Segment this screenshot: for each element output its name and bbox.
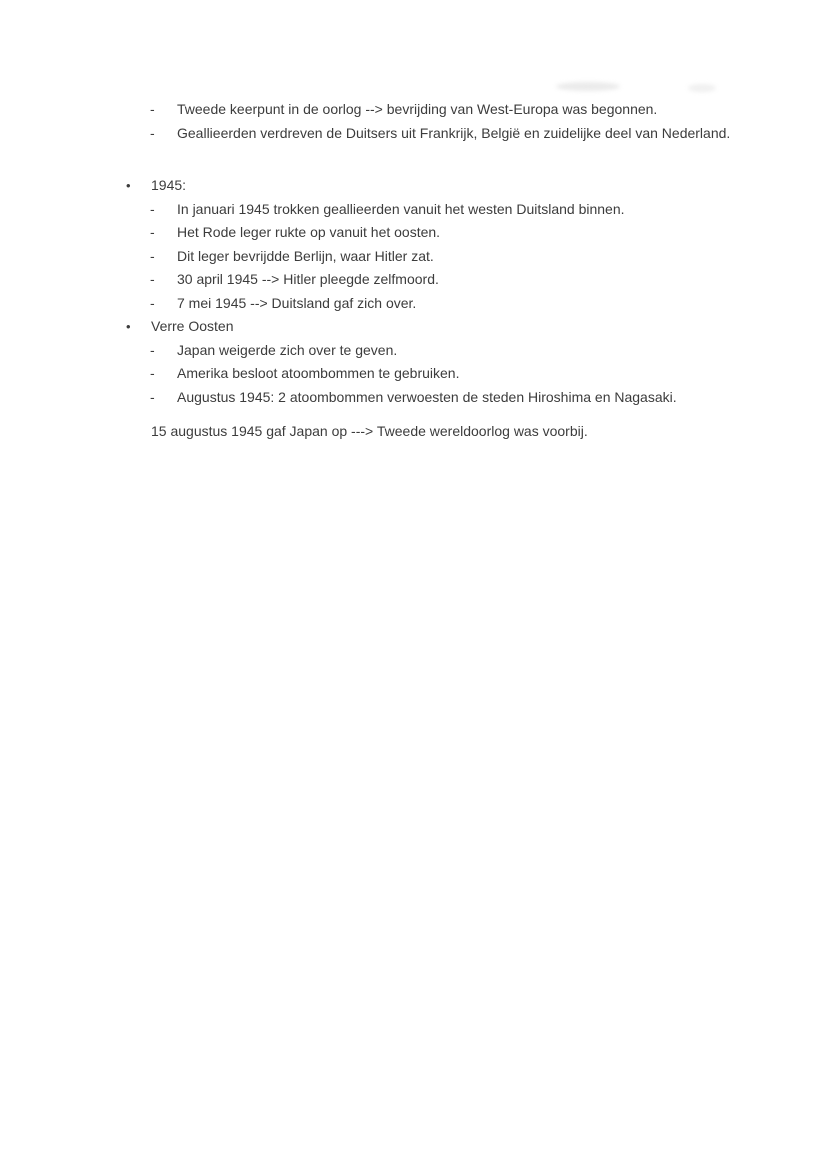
list-item-text: 30 april 1945 --> Hitler pleegde zelfmoord. <box>177 271 439 287</box>
section-dash-list <box>0 198 828 316</box>
list-item-text: 7 mei 1945 --> Duitsland gaf zich over. <box>177 294 417 311</box>
list-item <box>0 362 828 386</box>
list-item <box>0 245 828 269</box>
bullet-marker: • <box>126 177 131 193</box>
scan-artifact <box>688 84 716 92</box>
dash-marker: - <box>150 365 155 381</box>
closing-paragraph: 15 augustus 1945 gaf Japan op ---> Tweede wereldoorlog was voorbij. <box>151 423 588 439</box>
dash-marker: - <box>150 224 155 240</box>
bullet-heading <box>0 315 828 339</box>
list-item <box>0 98 828 122</box>
bullet-heading-text: Verre Oosten <box>151 318 234 334</box>
list-item-text: Amerika besloot atoombommen te gebruiken. <box>177 365 460 381</box>
list-item <box>0 386 828 410</box>
list-item-text: Dit leger bevrijdde Berlijn, waar Hitler zat. <box>177 247 434 264</box>
list-item-text: In januari 1945 trokken geallieerden vanuit het westen Duitsland binnen. <box>177 200 625 217</box>
dash-marker: - <box>150 101 155 117</box>
dash-marker: - <box>150 388 155 405</box>
list-item <box>0 221 828 245</box>
document-content <box>0 98 828 444</box>
intro-dash-list <box>0 98 828 145</box>
list-item <box>0 339 828 363</box>
dash-marker: - <box>150 341 155 358</box>
list-item-text: Tweede keerpunt in de oorlog --> bevrijding van West-Europa was begonnen. <box>177 101 658 117</box>
list-item-text: Geallieerden verdreven de Duitsers uit Frankrijk, België en zuidelijke deel van Nederland. <box>177 124 731 141</box>
list-item <box>0 198 828 222</box>
section-1945 <box>0 174 828 315</box>
dash-marker: - <box>150 124 155 141</box>
section-dash-list <box>0 339 828 410</box>
list-item-text: Augustus 1945: 2 atoombommen verwoesten de steden Hiroshima en Nagasaki. <box>177 388 677 405</box>
list-item-text: Het Rode leger rukte op vanuit het oosten. <box>177 224 441 240</box>
bullet-heading-text: 1945: <box>151 177 187 193</box>
dash-marker: - <box>150 200 155 217</box>
scan-artifact <box>556 82 620 91</box>
list-item <box>0 122 828 146</box>
list-item <box>0 292 828 316</box>
bullet-marker: • <box>126 318 131 334</box>
list-item <box>0 268 828 292</box>
dash-marker: - <box>150 294 155 311</box>
section-verre-oosten <box>0 315 828 409</box>
dash-marker: - <box>150 247 155 264</box>
list-item-text: Japan weigerde zich over te geven. <box>177 341 398 358</box>
bullet-heading <box>0 174 828 198</box>
dash-marker: - <box>150 271 155 287</box>
